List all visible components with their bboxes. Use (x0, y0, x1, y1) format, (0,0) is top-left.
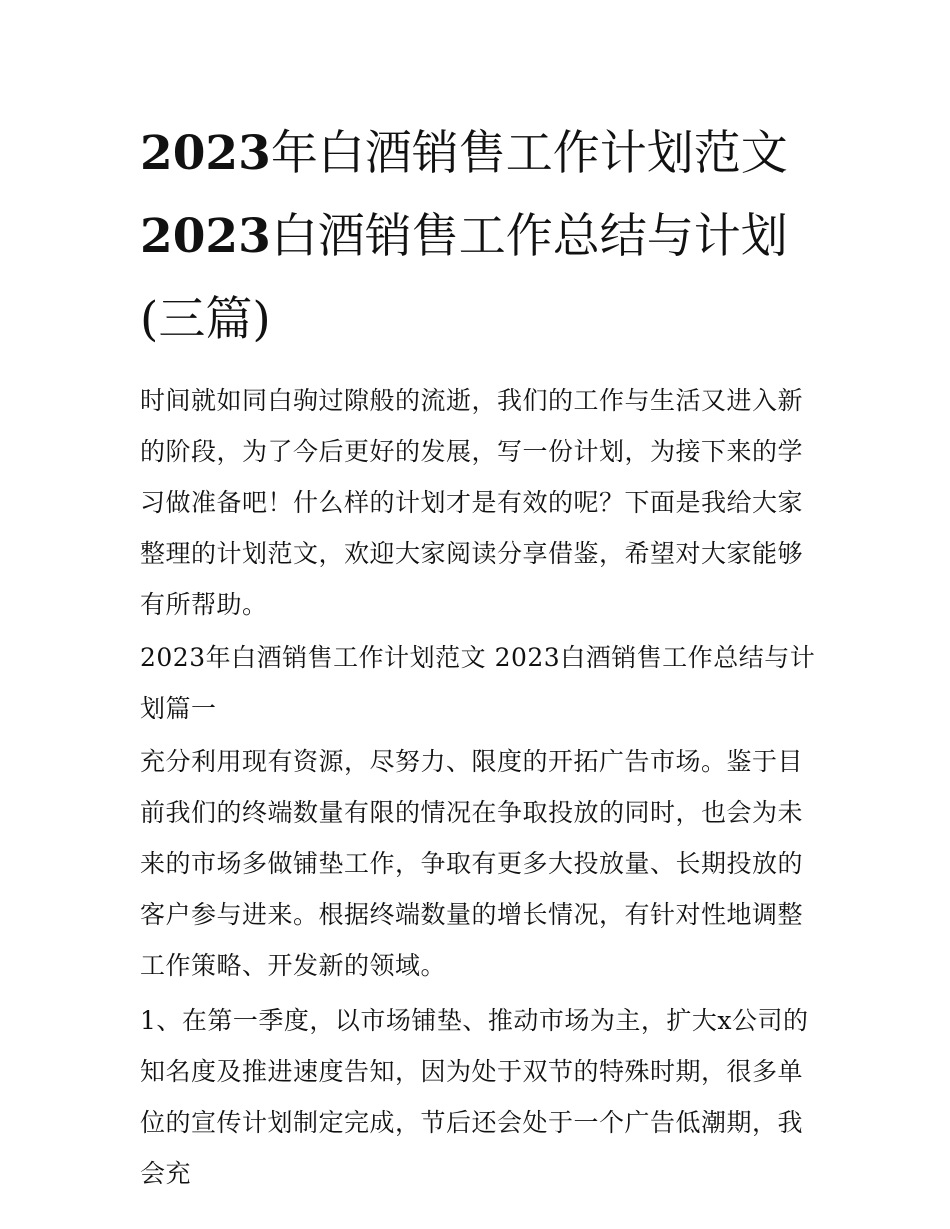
document-page (140, 112, 816, 1199)
title-text-3: (三篇) (140, 292, 271, 347)
document-title (140, 112, 816, 361)
title-year-1: 2023 (140, 126, 271, 181)
intro-paragraph: 时间就如同白驹过隙般的流逝，我们的工作与生活又进入新的阶段，为了今后更好的发展，写一份计划，为接下来的学习做准备吧！什么样的计划才是有效的呢？下面是我给大家整理的计划范文，欢迎大家阅读分享借鉴，希望对大家能够有所帮助。 (140, 386, 804, 619)
title-year-2: 2023 (140, 209, 271, 264)
title-text-1: 年白酒销售工作计划范文 (270, 126, 788, 181)
section-heading: 2023年白酒销售工作计划范文 2023白酒销售工作总结与计划篇一 (140, 643, 816, 723)
list-item-1: 1、在第一季度，以市场铺垫、推动市场为主，扩大x公司的知名度及推进速度告知，因为处于双节的特殊时期，很多单位的宣传计划制定完成，节后还会处于一个广告低潮期，我会充 (140, 1006, 809, 1188)
body-paragraph-1: 充分利用现有资源，尽努力、限度的开拓广告市场。鉴于目前我们的终端数量有限的情况在争取投放的同时，也会为未来的市场多做铺垫工作，争取有更多大投放量、长期投放的客户参与进来。根据终端数量的增长情况，有针对性地调整工作策略、开发新的领域。 (140, 747, 804, 980)
title-text-2: 白酒销售工作总结与计划 (270, 209, 788, 264)
